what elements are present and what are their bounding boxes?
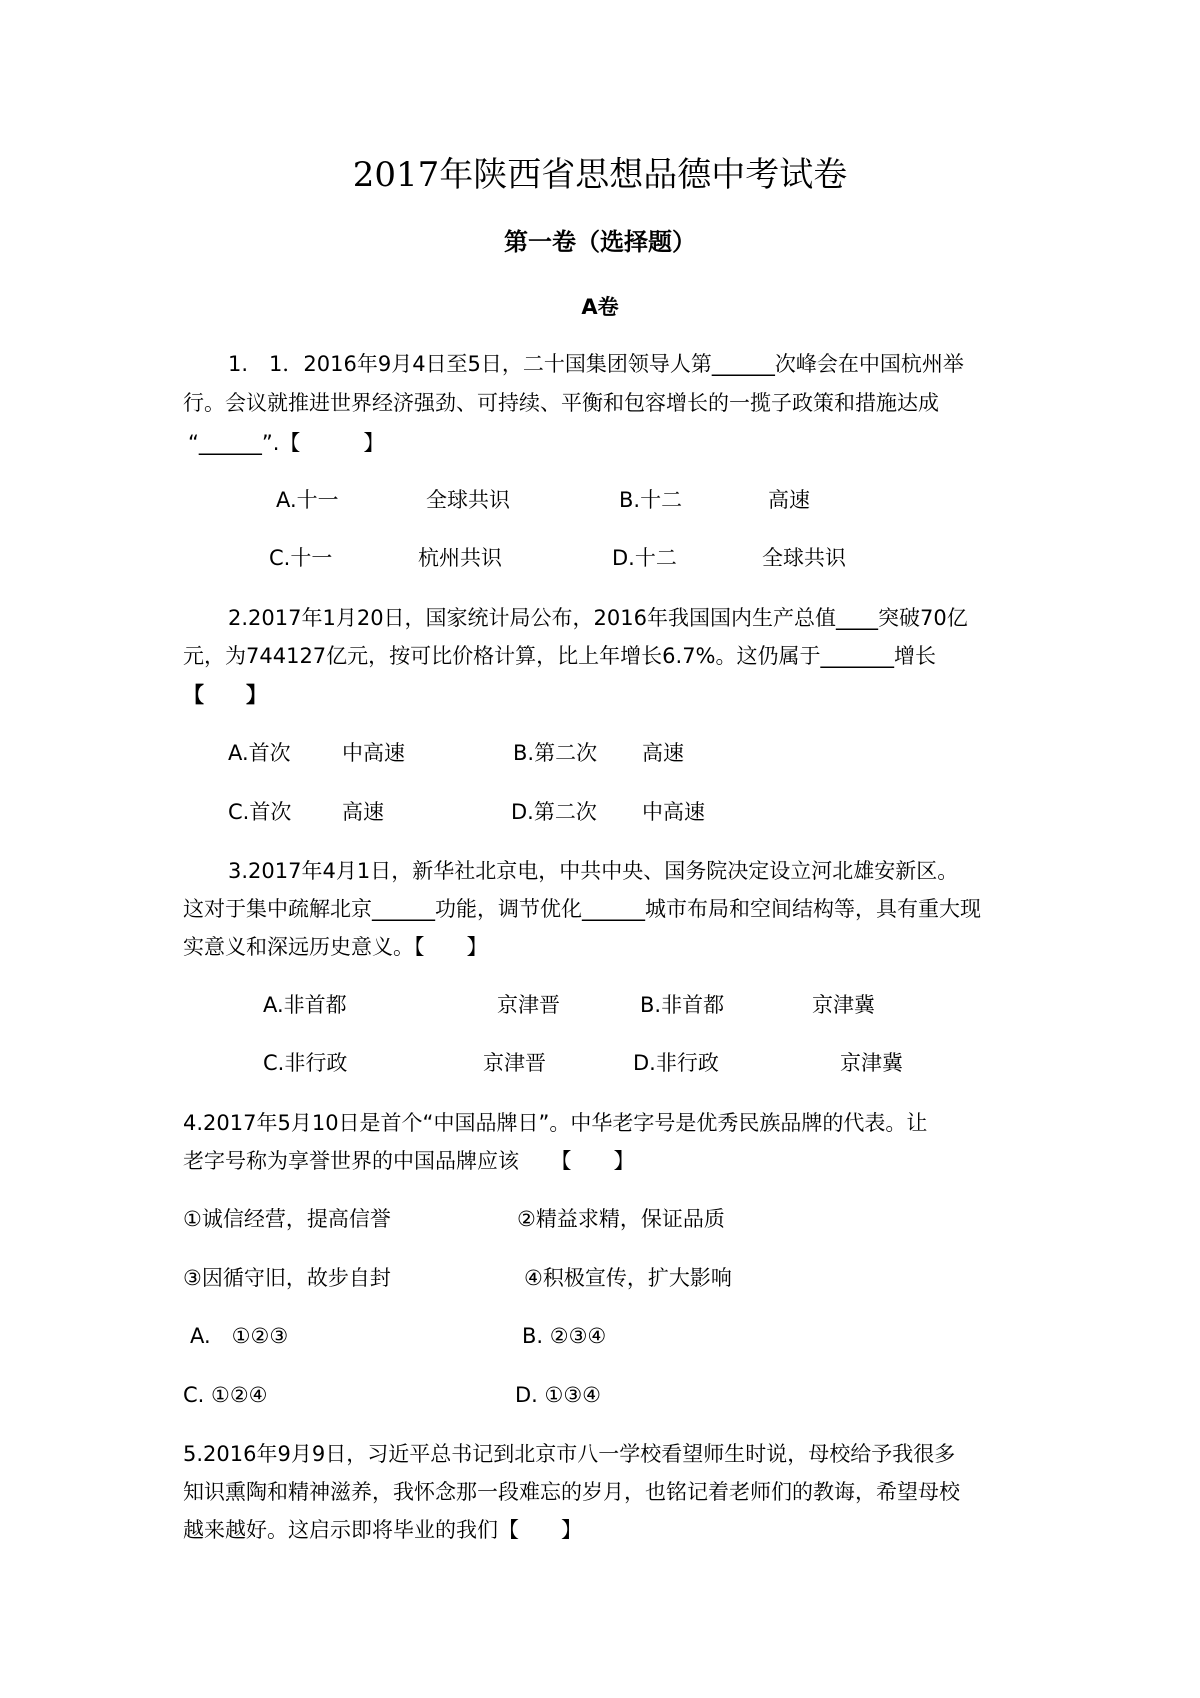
question-3-line-1: 3.2017年4月1日，新华社北京电，中共中央、国务院决定设立河北雄安新区。	[228, 859, 959, 883]
question-2-line-2: 元，为744127亿元，按可比价格计算，比上年增长6.7%。这仍属于_______增长	[183, 644, 937, 668]
question-2-option-a-text: 中高速	[342, 741, 405, 765]
question-3-option-b-text: 京津冀	[812, 993, 875, 1017]
question-1-option-d-text: 全球共识	[762, 546, 846, 570]
question-3-line-3: 实意义和深远历史意义。【 】	[183, 935, 488, 959]
question-4-option-d[interactable]: D. ①③④	[515, 1383, 601, 1407]
question-2-option-d[interactable]: D.第二次	[511, 800, 597, 824]
section-heading: A卷	[581, 295, 619, 319]
part-heading: 第一卷（选择题）	[504, 228, 696, 256]
exam-title: 2017年陕西省思想品德中考试卷	[352, 155, 848, 195]
question-5-line-2: 知识熏陶和精神滋养，我怀念那一段难忘的岁月，也铭记着老师们的教诲，希望母校	[183, 1480, 960, 1504]
question-3-line-2: 这对于集中疏解北京______功能，调节优化______城市布局和空间结构等，具有重大现	[183, 897, 981, 921]
question-3-option-c-text: 京津晋	[483, 1051, 546, 1075]
question-2-line-3: 【 】	[183, 683, 267, 707]
question-1-option-c-text: 杭州共识	[418, 546, 502, 570]
question-4-line-2: 老字号称为享誉世界的中国品牌应该 【 】	[183, 1149, 635, 1173]
question-2-option-b-text: 高速	[642, 741, 684, 765]
question-3-option-b[interactable]: B.非首都	[640, 993, 725, 1017]
question-4-option-b[interactable]: B. ②③④	[522, 1324, 607, 1348]
question-5-line-1: 5.2016年9月9日，习近平总书记到北京市八一学校看望师生时说，母校给予我很多	[183, 1442, 956, 1466]
question-3-option-d[interactable]: D.非行政	[633, 1051, 719, 1075]
question-3-option-d-text: 京津冀	[840, 1051, 903, 1075]
question-1-option-b-text: 高速	[768, 488, 810, 512]
question-3-option-c[interactable]: C.非行政	[263, 1051, 348, 1075]
question-3-option-a-text: 京津晋	[497, 993, 560, 1017]
question-1-option-a[interactable]: A.十一	[276, 488, 339, 512]
question-2-option-b[interactable]: B.第二次	[513, 741, 598, 765]
question-2-line-1: 2.2017年1月20日，国家统计局公布，2016年我国国内生产总值____突破70亿	[228, 606, 968, 630]
question-3-option-a[interactable]: A.非首都	[263, 993, 347, 1017]
question-2-option-d-text: 中高速	[642, 800, 705, 824]
question-1-line-2: 行。会议就推进世界经济强劲、可持续、平衡和包容增长的一揽子政策和措施达成	[183, 391, 939, 415]
question-1-option-a-text: 全球共识	[426, 488, 510, 512]
question-1-option-d[interactable]: D.十二	[612, 546, 677, 570]
question-1-line-1: 1. 1．2016年9月4日至5日，二十国集团领导人第______次峰会在中国杭州举	[228, 352, 964, 376]
question-4-item-3: ③因循守旧，故步自封	[183, 1266, 391, 1290]
question-4-option-c[interactable]: C. ①②④	[183, 1383, 268, 1407]
question-4-option-a[interactable]: A. ①②③	[190, 1324, 289, 1348]
question-1-option-c[interactable]: C.十一	[269, 546, 333, 570]
question-5-line-3: 越来越好。这启示即将毕业的我们【 】	[183, 1518, 582, 1542]
question-2-option-c[interactable]: C.首次	[228, 800, 292, 824]
question-2-option-a[interactable]: A.首次	[228, 741, 291, 765]
question-4-item-4: ④积极宣传，扩大影响	[524, 1266, 732, 1290]
question-4-line-1: 4.2017年5月10日是首个“中国品牌日”。中华老字号是优秀民族品牌的代表。让	[183, 1111, 928, 1135]
question-4-item-1: ①诚信经营，提高信誉	[183, 1207, 391, 1231]
question-4-item-2: ②精益求精，保证品质	[517, 1207, 725, 1231]
question-2-option-c-text: 高速	[342, 800, 384, 824]
question-1-option-b[interactable]: B.十二	[619, 488, 683, 512]
question-1-line-3: “______”.【 】	[188, 431, 385, 455]
